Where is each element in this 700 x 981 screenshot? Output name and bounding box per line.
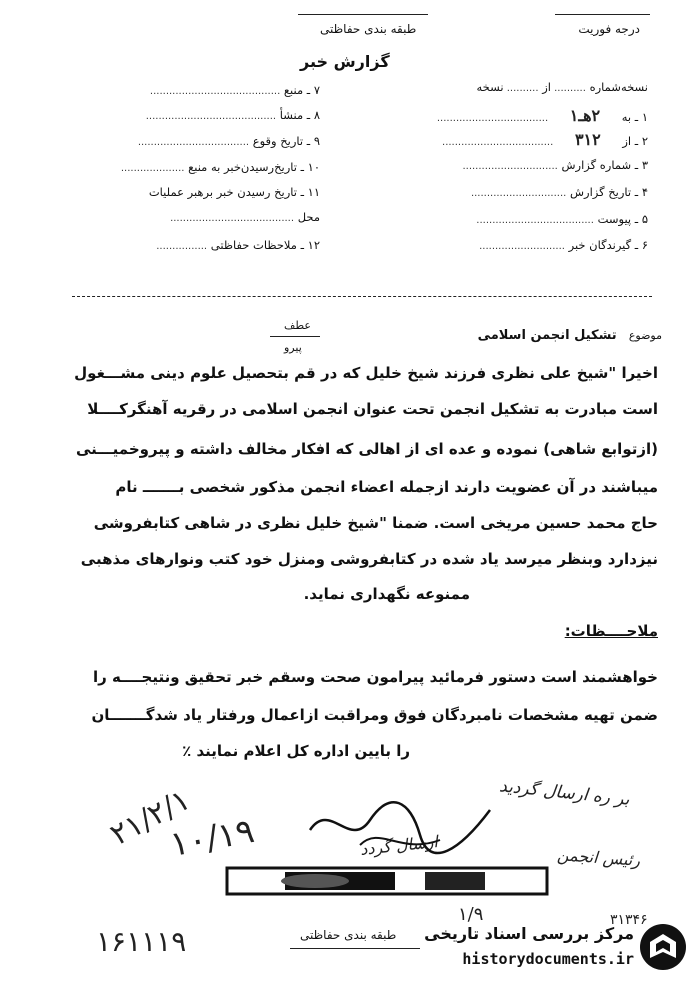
field-news-to-operations-date <box>70 185 320 199</box>
field-source: ۷ ـ منبع ......................................... <box>149 83 320 97</box>
body-line: نیزدارد وبنظر میرسد یاد شده در کتابفروشی ومنزل خود کتب ونوارهای مذهبی <box>80 550 658 568</box>
field-label: ۸ ـ منشأ <box>279 108 320 122</box>
field-report-number: ۳ ـ شماره گزارش .............................. <box>462 158 648 172</box>
reference-divider <box>270 336 320 337</box>
field-label: محل <box>297 210 320 224</box>
field-label: ۷ ـ منبع <box>283 83 320 97</box>
classification-label-bottom: طبقه بندی حفاظتی <box>300 928 397 942</box>
remarks-heading: ملاحــــظات: <box>564 622 658 640</box>
field-report-date: ۴ ـ تاریخ گزارش .............................. <box>470 185 648 199</box>
field-label: ۱ ـ به <box>621 110 648 124</box>
stamp-bar <box>225 862 555 902</box>
signature-scribble <box>300 790 500 860</box>
field-news-to-source-date: ۱۰ ـ تاریخ‌رسیدن‌خبر به منبع .................... <box>120 160 320 174</box>
field-label: ۴ ـ تاریخ گزارش <box>569 185 648 199</box>
field-location: محل ....................................... <box>170 210 320 224</box>
subject-label: موضوع <box>628 329 662 342</box>
body-line: میباشند در آن عضویت دارند ازجمله اعضاء انجمن مذکور شخصی بـــــــ نام <box>115 478 658 496</box>
field-value-handwritten: ۲هـ۱ <box>569 106 601 125</box>
field-label: ۳ ـ شماره گزارش <box>561 158 648 172</box>
field-label: ۱۲ ـ ملاحظات حفاظتی <box>210 238 320 252</box>
remarks-line: ضمن تهیه مشخصات نامبردگان فوق ومراقبت ازاعمال ورفتار یاد شدگـــــــان <box>91 706 658 724</box>
watermark-logo-icon <box>638 922 688 972</box>
body-line: حاج محمد حسین مریخی است. ضمنا "شیخ خلیل نظری در شاهی کتابفروشی <box>93 514 658 532</box>
field-from: ۲ ـ از ۳۱۲ ................................... <box>442 130 648 149</box>
field-label: ۱۰ ـ تاریخ‌رسیدن‌خبر به منبع <box>188 160 320 174</box>
copy-suffix-label: نسخه <box>476 80 504 94</box>
classification-label-top: طبقه بندی حفاظتی <box>320 22 417 36</box>
subject-row <box>478 328 662 343</box>
header-divider <box>72 296 652 297</box>
urgency-label: درجه فوریت <box>578 22 640 36</box>
field-occurrence-date: ۹ ـ تاریخ وقوع ................................... <box>137 134 320 148</box>
watermark-url: historydocuments.ir <box>462 950 634 968</box>
field-label: ۵ ـ پیوست <box>597 212 648 226</box>
subject-value: تشکیل انجمن اسلامی <box>477 328 617 343</box>
copy-of-label: از <box>542 80 551 94</box>
reference-peyro-label: پیرو <box>284 341 302 354</box>
serial-number: ۳۱۳۴۶ <box>610 912 648 928</box>
field-value-handwritten: ۳۱۲ <box>574 130 601 149</box>
handwritten-bottom-number: ۱۶۱۱۱۹ <box>96 925 187 958</box>
handwritten-fraction: ۱/۹ <box>458 904 484 925</box>
field-to: ۱ ـ به ۲هـ۱ ................................... <box>436 106 648 125</box>
field-label: ۱۱ ـ تاریخ رسیدن خبر برهبر عملیات <box>148 185 320 199</box>
classification-top-overline <box>298 14 428 15</box>
body-line: ممنوعه نگهداری نماید. <box>303 585 470 603</box>
remarks-line: خواهشمند است دستور فرمائید پیرامون صحت وسقم خبر تحقیق ونتیجــــه را <box>92 668 658 686</box>
field-attachment: ۵ ـ پیوست ..................................... <box>476 212 648 226</box>
urgency-underline <box>555 14 650 15</box>
body-line: اخیرا "شیخ علی نظری فرزند شیخ خلیل که در قم بتحصیل علوم دینی مشـــغول <box>74 364 658 382</box>
handwritten-date: ۲۱/۲/۱ <box>104 782 196 853</box>
body-line: است مبادرت به تشکیل انجمن تحت عنوان انجمن اسلامی در رقریه آهنگرکــــلا <box>87 400 658 418</box>
classification-bottom-underline <box>290 948 420 949</box>
field-origin: ۸ ـ منشأ ......................................... <box>145 108 320 122</box>
watermark-org-name: مرکز بررسی اسناد تاریخی <box>424 924 634 943</box>
body-line: (ازتوابع شاهی) نموده و عده ای از اهالی که افکار مخالف داشته و پیروخمیـــنی <box>76 440 658 458</box>
field-security-remarks: ۱۲ ـ ملاحظات حفاظتی ................ <box>156 238 320 252</box>
field-label: ۲ ـ از <box>622 134 648 148</box>
reference-atf-label: عطف <box>284 319 311 332</box>
handwritten-date: ۱۰/۱۹ <box>167 810 258 866</box>
copy-number-row: نسخه‌شماره .......... از .......... نسخه <box>476 80 648 94</box>
remarks-line: را بایین اداره کل اعلام نمایند ٪ <box>182 742 410 760</box>
field-label: ۹ ـ تاریخ وقوع <box>252 134 320 148</box>
handwritten-note: ارسال گردد <box>359 831 439 860</box>
copy-number-label: نسخه‌شماره <box>589 80 648 94</box>
page-title: گزارش خبر <box>300 52 390 71</box>
field-recipients: ۶ ـ گیرندگان خبر ........................... <box>479 238 648 252</box>
field-label: ۶ ـ گیرندگان خبر <box>568 238 648 252</box>
handwritten-note: رئیس انجمن <box>556 845 641 870</box>
handwritten-marginal-note: بر ره ارسال گردید <box>498 776 631 810</box>
